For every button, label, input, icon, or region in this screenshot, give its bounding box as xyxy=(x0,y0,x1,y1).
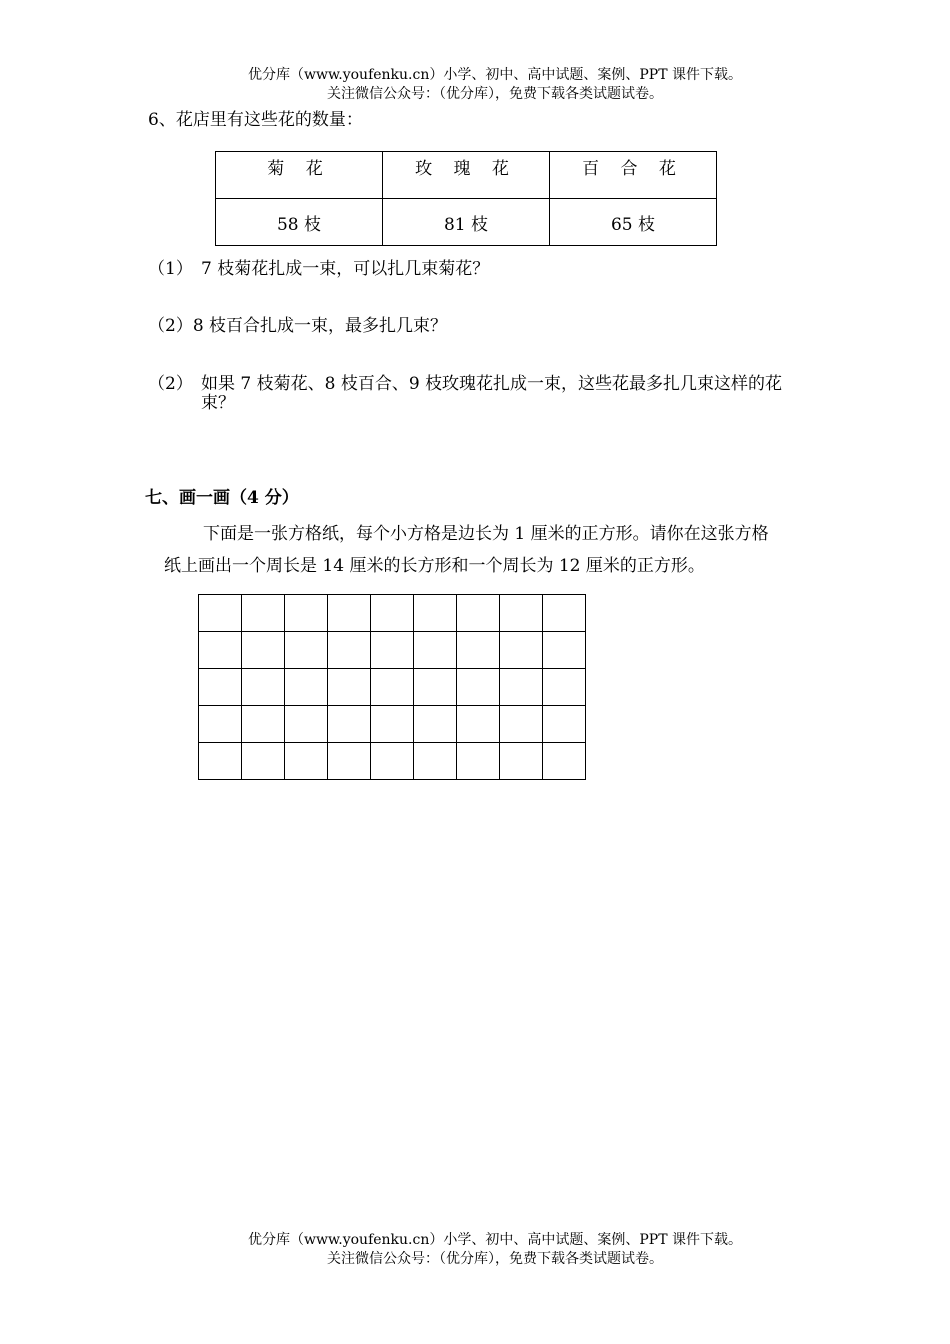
grid-cell[interactable] xyxy=(242,706,285,743)
grid-cell[interactable] xyxy=(199,632,242,669)
grid-cell[interactable] xyxy=(285,669,328,706)
grid-cell[interactable] xyxy=(414,743,457,780)
sub-question-3-line2: 束？ xyxy=(201,393,235,413)
grid-cell[interactable] xyxy=(543,743,586,780)
grid-cell[interactable] xyxy=(371,706,414,743)
grid-cell[interactable] xyxy=(500,743,543,780)
sub-question-2-text: （2）8 枝百合扎成一束，最多扎几束？ xyxy=(148,316,448,336)
grid-cell[interactable] xyxy=(457,595,500,632)
grid-cell[interactable] xyxy=(371,743,414,780)
grid-cell[interactable] xyxy=(285,595,328,632)
grid-cell[interactable] xyxy=(414,632,457,669)
value-rose: 81 枝 xyxy=(383,199,550,246)
grid-cell[interactable] xyxy=(199,595,242,632)
grid-cell[interactable] xyxy=(371,595,414,632)
grid-row xyxy=(199,669,586,706)
grid-cell[interactable] xyxy=(414,706,457,743)
grid-cell[interactable] xyxy=(371,669,414,706)
grid-cell[interactable] xyxy=(500,669,543,706)
grid-cell[interactable] xyxy=(328,632,371,669)
grid-cell[interactable] xyxy=(543,706,586,743)
grid-cell[interactable] xyxy=(543,669,586,706)
section-7-instruction-line1: 下面是一张方格纸，每个小方格是边长为 1 厘米的正方形。请你在这张方格 xyxy=(203,524,769,544)
grid-cell[interactable] xyxy=(285,632,328,669)
grid-cell[interactable] xyxy=(414,669,457,706)
sub-question-1-text: 7 枝菊花扎成一束，可以扎几束菊花？ xyxy=(201,259,490,279)
page-footer-line2: 关注微信公众号：（优分库），免费下载各类试题试卷。 xyxy=(327,1251,663,1267)
grid-cell[interactable] xyxy=(457,706,500,743)
grid-cell[interactable] xyxy=(242,669,285,706)
grid-cell[interactable] xyxy=(242,743,285,780)
grid-cell[interactable] xyxy=(457,632,500,669)
grid-cell[interactable] xyxy=(457,669,500,706)
grid-cell[interactable] xyxy=(328,706,371,743)
sub-question-3-line1: 如果 7 枝菊花、8 枝百合、9 枝玫瑰花扎成一束，这些花最多扎几束这样的花 xyxy=(201,374,783,394)
grid-cell[interactable] xyxy=(500,706,543,743)
table-row xyxy=(216,199,717,246)
grid-cell[interactable] xyxy=(371,632,414,669)
sub-question-3-number: （2） xyxy=(148,374,193,394)
grid-row xyxy=(199,632,586,669)
page-footer-line1: 优分库（www.youfenku.cn）小学、初中、高中试题、案例、PPT 课件下载。 xyxy=(247,1232,742,1248)
question-6-title: 6、花店里有这些花的数量： xyxy=(148,110,363,130)
grid-cell[interactable] xyxy=(543,632,586,669)
grid-cell[interactable] xyxy=(199,743,242,780)
grid-row xyxy=(199,706,586,743)
section-7-title: 七、画一画（4 分） xyxy=(145,488,299,508)
grid-cell[interactable] xyxy=(414,595,457,632)
grid-cell[interactable] xyxy=(457,743,500,780)
page-header-line2: 关注微信公众号：（优分库），免费下载各类试题试卷。 xyxy=(327,86,663,102)
grid-cell[interactable] xyxy=(285,706,328,743)
section-7-instruction-line2: 纸上画出一个周长是 14 厘米的长方形和一个周长为 12 厘米的正方形。 xyxy=(164,556,705,576)
value-chrysanthemum: 58 枝 xyxy=(216,199,383,246)
value-lily: 65 枝 xyxy=(550,199,717,246)
page-header-line1: 优分库（www.youfenku.cn）小学、初中、高中试题、案例、PPT 课件下载。 xyxy=(247,67,742,83)
grid-cell[interactable] xyxy=(543,595,586,632)
header-rose: 玫 瑰 花 xyxy=(383,152,550,199)
grid-cell[interactable] xyxy=(500,595,543,632)
grid-cell[interactable] xyxy=(242,595,285,632)
grid-cell[interactable] xyxy=(285,743,328,780)
grid-cell[interactable] xyxy=(199,669,242,706)
grid-cell[interactable] xyxy=(328,743,371,780)
grid-cell[interactable] xyxy=(328,669,371,706)
grid-cell[interactable] xyxy=(500,632,543,669)
header-lily: 百 合 花 xyxy=(550,152,717,199)
table-header-row xyxy=(216,152,717,199)
grid-row xyxy=(199,743,586,780)
grid-row xyxy=(199,595,586,632)
grid-cell[interactable] xyxy=(199,706,242,743)
square-grid[interactable] xyxy=(198,594,586,780)
sub-question-1-number: （1） xyxy=(148,259,193,279)
flower-table xyxy=(215,151,717,246)
grid-cell[interactable] xyxy=(328,595,371,632)
header-chrysanthemum: 菊 花 xyxy=(216,152,383,199)
grid-cell[interactable] xyxy=(242,632,285,669)
